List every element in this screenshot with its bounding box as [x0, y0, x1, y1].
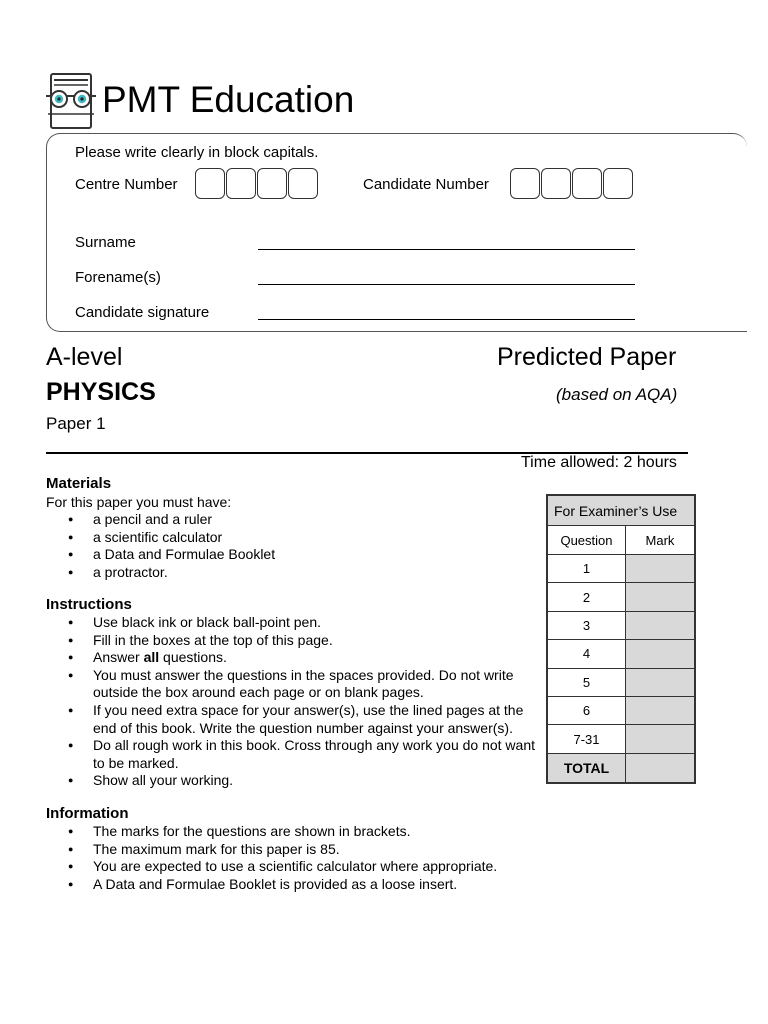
signature-label: Candidate signature: [75, 304, 210, 321]
list-item: ● Do all rough work in this book. Cross through any work you do not want to be marked.: [46, 737, 536, 772]
centre-number-label: Centre Number: [75, 176, 178, 193]
list-item: ● a pencil and a ruler: [46, 511, 526, 529]
question-number: 7-31: [547, 725, 626, 753]
total-label: TOTAL: [547, 753, 626, 783]
signature-line[interactable]: [258, 319, 635, 320]
centre-number-digit-3[interactable]: [257, 168, 287, 199]
examiner-use-table: [546, 494, 696, 784]
paper-number: Paper 1: [46, 414, 106, 433]
candidate-number-digit-2[interactable]: [541, 168, 571, 199]
level-label: A-level: [46, 343, 123, 371]
mark-cell: [626, 611, 696, 639]
mark-cell: [626, 583, 696, 611]
surname-label: Surname: [75, 234, 136, 251]
block-capitals-instruction: Please write clearly in block capitals.: [75, 144, 319, 161]
mark-cell: [626, 640, 696, 668]
candidate-number-digit-4[interactable]: [603, 168, 633, 199]
materials-heading: Materials: [46, 475, 112, 492]
mark-cell: [626, 555, 696, 583]
question-number: 1: [547, 555, 626, 583]
list-item: ● a protractor.: [46, 564, 526, 582]
mark-column-header: Mark: [626, 526, 696, 555]
materials-intro: For this paper you must have:: [46, 494, 232, 510]
question-number: 4: [547, 640, 626, 668]
centre-number-digit-1[interactable]: [195, 168, 225, 199]
list-item: ● If you need extra space for your answer(s), use the lined pages at the end of this book. Write the question number against your answer(s).: [46, 702, 536, 737]
candidate-number-label: Candidate Number: [363, 176, 489, 193]
information-list: [46, 823, 566, 893]
instructions-heading: Instructions: [46, 596, 132, 613]
list-item: ● a scientific calculator: [46, 529, 526, 547]
candidate-details-box: [46, 133, 747, 332]
list-item: ● The marks for the questions are shown in brackets.: [46, 823, 566, 841]
candidate-number-digit-3[interactable]: [572, 168, 602, 199]
candidate-number-digit-1[interactable]: [510, 168, 540, 199]
mark-cell: [626, 668, 696, 696]
list-item: ● A Data and Formulae Booklet is provided as a loose insert.: [46, 876, 566, 894]
question-number: 6: [547, 696, 626, 724]
centre-number-digit-4[interactable]: [288, 168, 318, 199]
list-item: ● The maximum mark for this paper is 85.: [46, 841, 566, 859]
surname-line[interactable]: [258, 249, 635, 250]
mark-cell: [626, 725, 696, 753]
time-allowed: Time allowed: 2 hours: [521, 454, 677, 471]
list-item: ● Show all your working.: [46, 772, 536, 790]
materials-list: [46, 511, 526, 581]
question-number: 5: [547, 668, 626, 696]
exam-board-note: (based on AQA): [556, 385, 678, 404]
centre-number-digit-2[interactable]: [226, 168, 256, 199]
examiner-table-title: For Examiner’s Use: [547, 495, 695, 526]
list-item: ● You must answer the questions in the spaces provided. Do not write outside the box around each page or on blank pages.: [46, 667, 536, 702]
total-mark-cell: [626, 753, 696, 783]
list-item: ● Answer all questions.: [46, 649, 536, 667]
list-item: ● Use black ink or black ball-point pen.: [46, 614, 536, 632]
forename-label: Forename(s): [75, 269, 161, 286]
instructions-list: [46, 614, 536, 790]
owl-book-logo-icon: [44, 72, 98, 130]
list-item: ● a Data and Formulae Booklet: [46, 546, 526, 564]
question-column-header: Question: [547, 526, 626, 555]
question-number: 3: [547, 611, 626, 639]
question-number: 2: [547, 583, 626, 611]
mark-cell: [626, 696, 696, 724]
list-item: ● You are expected to use a scientific calculator where appropriate.: [46, 858, 566, 876]
information-heading: Information: [46, 805, 129, 822]
paper-type-label: Predicted Paper: [497, 343, 677, 371]
brand-title: PMT Education: [102, 79, 355, 120]
subject-title: PHYSICS: [46, 378, 156, 406]
forename-line[interactable]: [258, 284, 635, 285]
list-item: ● Fill in the boxes at the top of this page.: [46, 632, 536, 650]
